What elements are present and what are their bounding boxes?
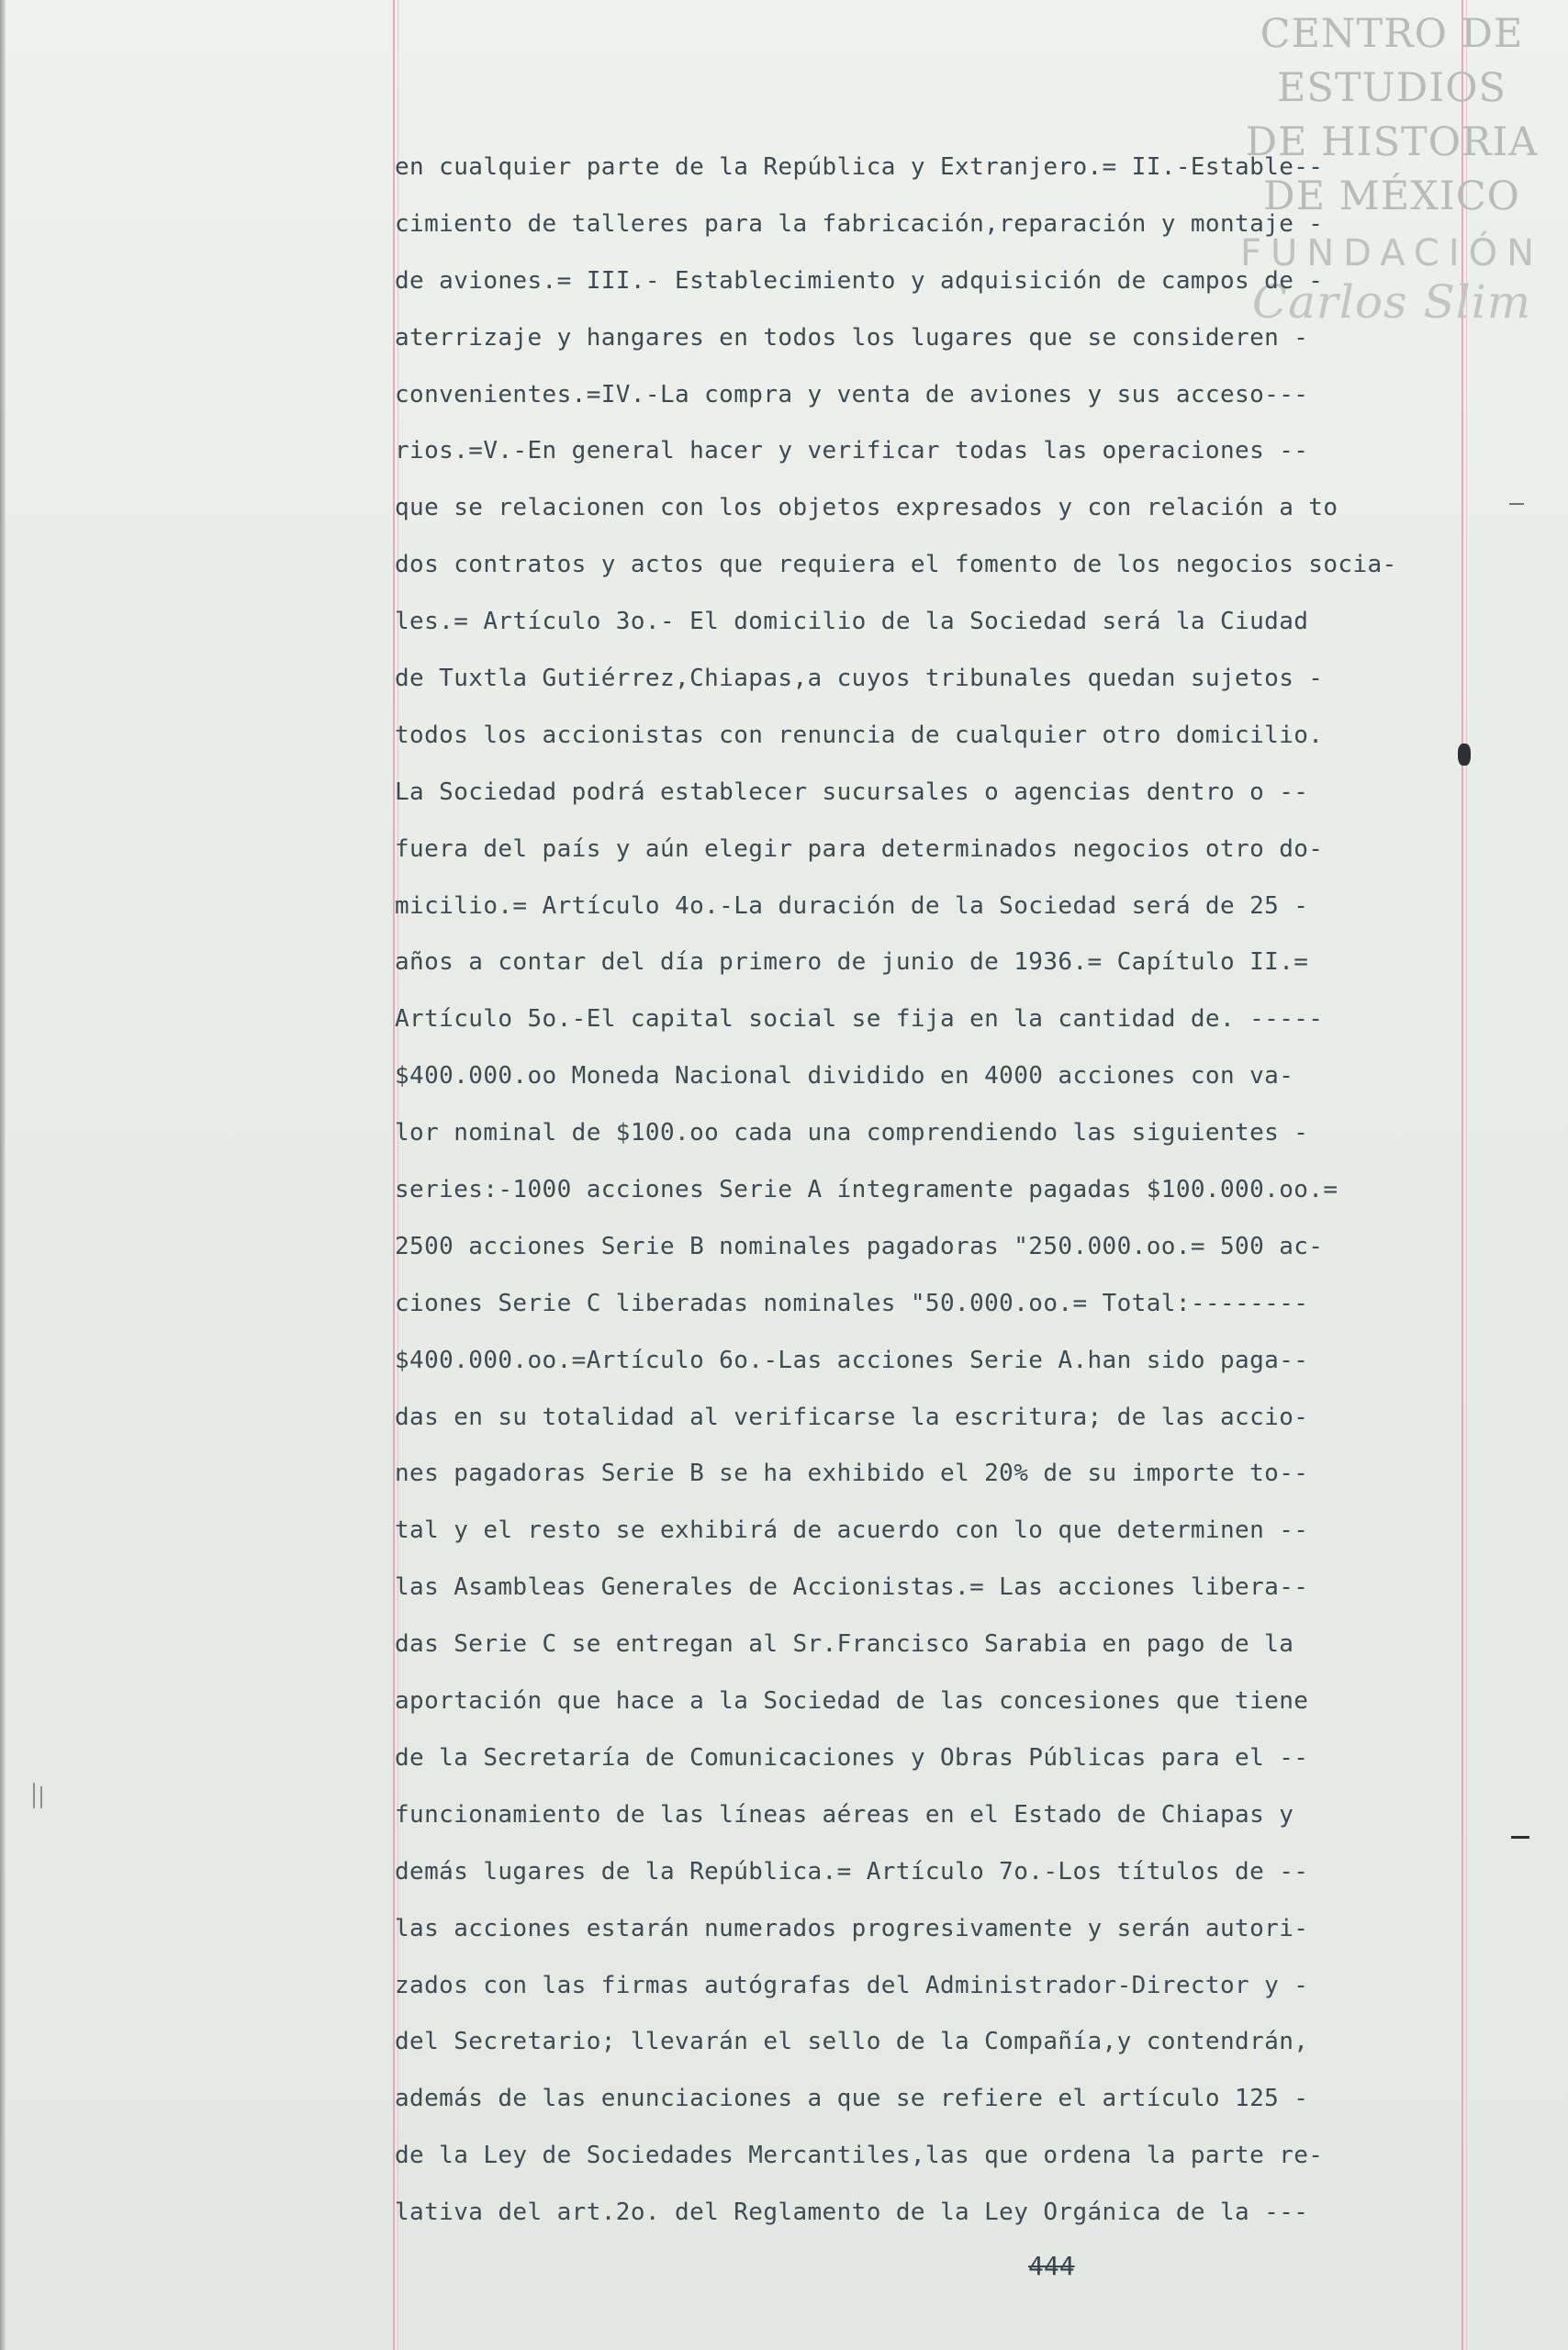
margin-tick [33, 1783, 35, 1808]
text-line: La Sociedad podrá establecer sucursales o agencias dentro o -- [395, 778, 1309, 806]
text-line: tal y el resto se exhibirá de acuerdo con lo que determinen -- [395, 1516, 1309, 1545]
watermark-foundation: FUNDACIÓN [1239, 232, 1544, 274]
text-line: lor nominal de $100.oo cada una comprendiendo las siguientes - [395, 1119, 1309, 1147]
margin-mark [1511, 1836, 1529, 1839]
text-line: fuera del país y aún elegir para determinados negocios otro do- [395, 834, 1324, 863]
text-line: les.= Artículo 3o.- El domicilio de la Sociedad será la Ciudad [395, 608, 1309, 636]
text-line: Artículo 5o.-El capital social se fija en la cantidad de. ----- [395, 1005, 1324, 1034]
text-line: años a contar del día primero de junio de 1936.= Capítulo II.= [395, 948, 1309, 977]
text-line: en cualquier parte de la República y Extranjero.= II.-Estable-- [395, 153, 1324, 181]
text-line: series:-1000 acciones Serie A íntegramente pagadas $100.000.oo.= [395, 1176, 1338, 1204]
text-line: todos los accionistas con renuncia de cualquier otro domicilio. [395, 721, 1324, 749]
watermark-line: ESTUDIOS [1277, 65, 1506, 111]
text-line: micilio.= Artículo 4o.-La duración de la Sociedad será de 25 - [395, 891, 1309, 920]
text-line: de Tuxtla Gutiérrez,Chiapas,a cuyos tribunales quedan sujetos - [395, 665, 1324, 693]
text-line: lativa del art.2o. del Reglamento de la Ley Orgánica de la --- [395, 2199, 1309, 2227]
text-line: zados con las firmas autógrafas del Administrador-Director y - [395, 1971, 1309, 1999]
text-line: rios.=V.-En general hacer y verificar todas las operaciones -- [395, 437, 1309, 465]
watermark-line: DE HISTORIA [1245, 119, 1539, 165]
text-line: das en su totalidad al verificarse la escritura; de las accio- [395, 1403, 1309, 1431]
text-line: aterrizaje y hangares en todos los lugares que se consideren - [395, 323, 1309, 352]
text-line: das Serie C se entregan al Sr.Francisco Sarabia en pago de la [395, 1630, 1294, 1659]
watermark-line: CENTRO DE [1260, 11, 1524, 57]
right-margin-line-inner [1466, 0, 1467, 2350]
page-number: 444 [1028, 2251, 1075, 2281]
watermark-line: DE MÉXICO [1263, 173, 1520, 219]
ink-blot [1458, 744, 1471, 766]
text-line: $400.000.oo.=Artículo 6o.-Las acciones Serie A.han sido paga-- [395, 1346, 1309, 1374]
text-line: del Secretario; llevarán el sello de la Compañía,y contendrán, [395, 2028, 1309, 2056]
text-line: de la Ley de Sociedades Mercantiles,las que ordena la parte re- [395, 2142, 1324, 2170]
text-line: además de las enunciaciones a que se refiere el artículo 125 - [395, 2085, 1309, 2113]
text-line: dos contratos y actos que requiera el fomento de los negocios socia- [395, 551, 1397, 579]
text-line: funcionamiento de las líneas aéreas en el Estado de Chiapas y [395, 1800, 1294, 1829]
text-line: aportación que hace a la Sociedad de las concesiones que tiene [395, 1687, 1309, 1716]
text-line: convenientes.=IV.-La compra y venta de aviones y sus acceso--- [395, 380, 1309, 408]
margin-tick [40, 1786, 42, 1808]
text-line: nes pagadoras Serie B se ha exhibido el 20% de su importe to-- [395, 1460, 1309, 1488]
text-line: las acciones estarán numerados progresivamente y serán autori- [395, 1914, 1309, 1942]
page-edge [0, 0, 6, 2350]
text-line: 2500 acciones Serie B nominales pagadoras "250.000.oo.= 500 ac- [395, 1232, 1324, 1260]
text-line: ciones Serie C liberadas nominales "50.000.oo.= Total:-------- [395, 1289, 1309, 1317]
text-line: de aviones.= III.- Establecimiento y adquisición de campos de - [395, 266, 1324, 295]
typewritten-text [395, 140, 1462, 2242]
text-line: $400.000.oo Moneda Nacional dividido en 4000 acciones con va- [395, 1062, 1294, 1091]
text-line: de la Secretaría de Comunicaciones y Obras Públicas para el -- [395, 1743, 1309, 1772]
text-line: demás lugares de la República.= Artículo 7o.-Los títulos de -- [395, 1857, 1309, 1886]
text-line: que se relacionen con los objetos expresados y con relación a to [395, 494, 1338, 522]
margin-mark [1509, 503, 1524, 505]
watermark-signature: Carlos Slim [1251, 275, 1532, 329]
right-margin-line [1462, 0, 1463, 2350]
text-line: cimiento de talleres para la fabricación,reparación y montaje - [395, 209, 1324, 238]
text-line: las Asambleas Generales de Accionistas.= Las acciones libera-- [395, 1573, 1309, 1602]
